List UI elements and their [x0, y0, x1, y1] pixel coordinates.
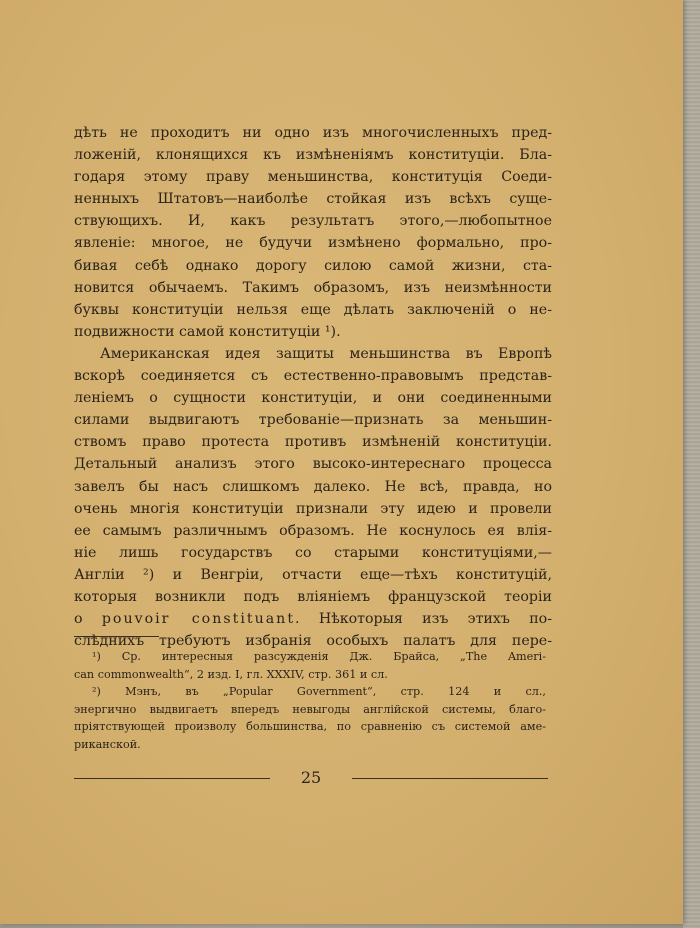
text-line: ее самымъ различнымъ образомъ. Не коснулось ея влія- — [74, 522, 552, 539]
text-line: Англіи ²) и Венгріи, отчасти еще—тѣхъ конституцій, — [74, 566, 552, 583]
text-line: вскорѣ соединяется съ естественно-правовымъ представ- — [74, 368, 552, 385]
text-line: ствомъ право протеста противъ измѣненій конституціи. — [74, 434, 552, 451]
footnote-1-line: ¹) Ср. интересныя разсужденія Дж. Брайса, „The Ameri- — [92, 650, 546, 663]
text-line: явленіе: многое, не будучи измѣнено формально, про- — [74, 235, 552, 252]
text-line: леніемъ о сущности конституціи, и они соединенными — [74, 390, 552, 407]
text-line: очень многія конституціи признали эту идею и провели — [74, 500, 552, 517]
footnotes — [74, 648, 546, 754]
text-line: которыя возникли подъ вліяніемъ французской теоріи — [74, 588, 552, 605]
footnote-1-line: can commonwealth“, 2 изд. I, гл. XXXIV, стр. 361 и сл. — [74, 667, 388, 681]
text-line: бивая себѣ однако дорогу силою самой жизни, ста- — [74, 257, 552, 274]
spaced-term: pouvoir constituant — [101, 611, 296, 628]
footnote-2-line: энергично выдвигаетъ впередъ невыгоды англійской системы, благо- — [74, 702, 546, 716]
text-line: подвижности самой конституціи ¹). — [74, 323, 341, 340]
footer-rule-right — [352, 778, 548, 779]
text-line: Американская идея защиты меньшинства въ Европѣ — [100, 345, 552, 362]
text-line: буквы конституціи нельзя еще дѣлать заключеній о не- — [74, 301, 552, 318]
text-line: ніе лишь государствъ со старыми конституціями,— — [74, 544, 552, 561]
text-line: новится обычаемъ. Такимъ образомъ, изъ неизмѣнности — [74, 279, 552, 296]
text-line: ненныхъ Штатовъ—наиболѣе стойкая изъ всѣхъ суще- — [74, 191, 552, 208]
text-line: годаря этому праву меньшинства, конституція Соеди- — [74, 169, 552, 186]
page-edge-strip — [683, 0, 700, 928]
footnote-2-line: ²) Мэнъ, въ „Popular Government“, стр. 124 и сл., — [92, 685, 546, 699]
text-line: силами выдвигаютъ требованіе—признать за меньшин- — [74, 412, 552, 429]
text-line: слѣднихъ требуютъ избранія особыхъ палатъ для пере- — [74, 633, 552, 650]
text-line-spaced-term: о pouvoir constituant. Нѣкоторыя изъ этихъ по- — [74, 611, 552, 628]
text-line: дѣть не проходитъ ни одно изъ многочисленныхъ пред- — [74, 125, 552, 141]
text-line: ствующихъ. И, какъ результатъ этого,—любопытное — [74, 213, 552, 230]
footnote-2-line: риканской. — [74, 737, 141, 751]
page-number: 25 — [300, 768, 322, 787]
main-text — [74, 122, 552, 652]
page-footer — [74, 766, 548, 790]
paragraph-2 — [74, 343, 552, 652]
text-line: ложеній, клонящихся къ измѣненіямъ конституціи. Бла- — [74, 147, 552, 164]
footnote-separator-rule — [74, 636, 159, 637]
text-line: завелъ бы насъ слишкомъ далеко. Не всѣ, правда, но — [74, 478, 552, 495]
footnote-2-line: пріятствующей произволу большинства, по сравненію съ системой аме- — [74, 720, 546, 734]
paragraph-1 — [74, 122, 552, 343]
text-line: Детальный анализъ этого высоко-интереснаго процесса — [74, 456, 552, 473]
